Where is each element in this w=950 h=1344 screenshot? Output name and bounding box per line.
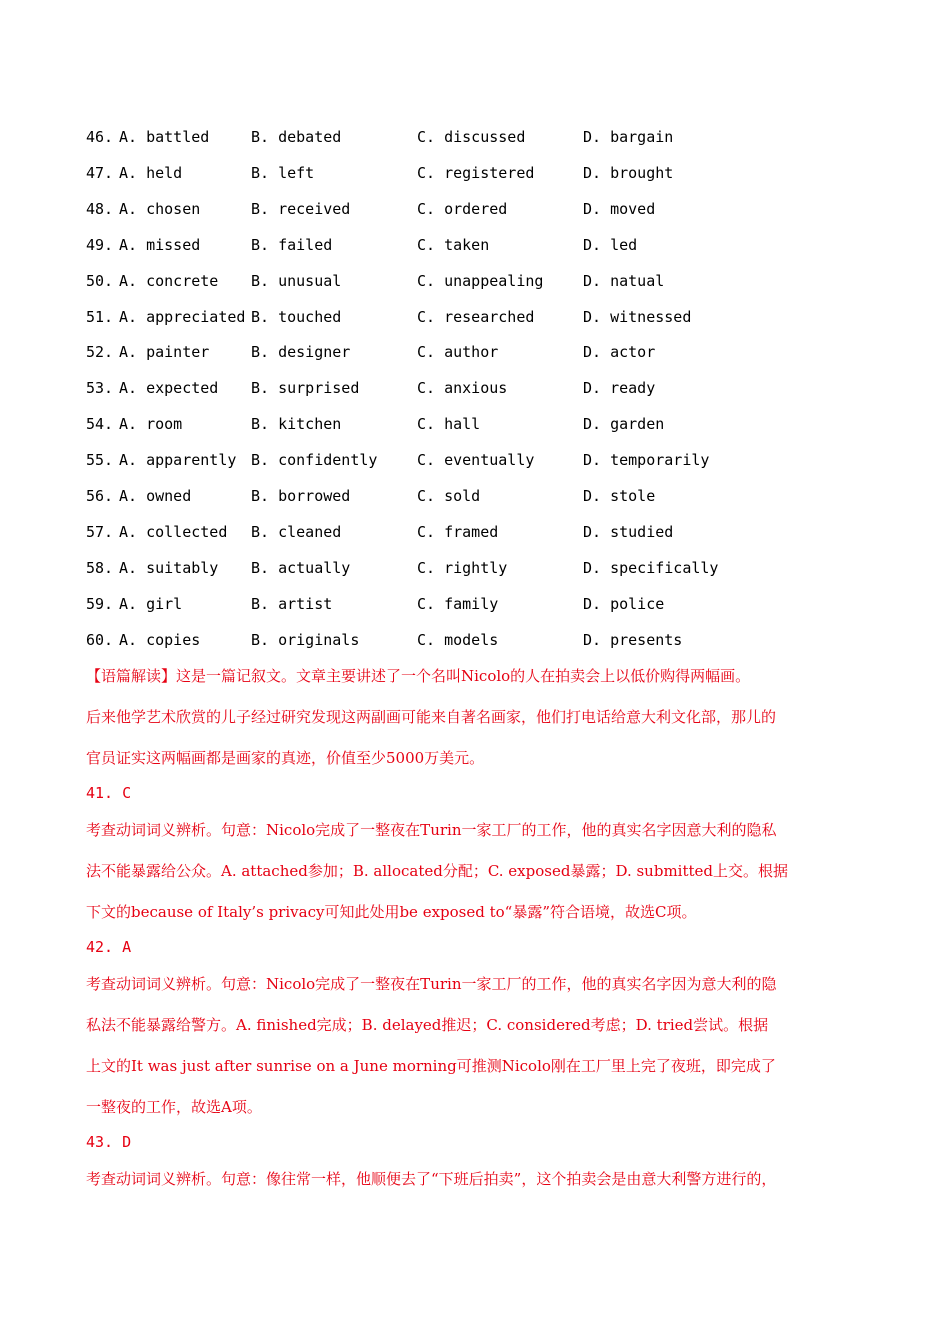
analysis-intro-line-1: 【语篇解读】这是一篇记叙文。文章主要讲述了一个名叫Nicolo的人在拍卖会上以低价购得两幅画。	[86, 667, 751, 685]
option-d: D. actor	[583, 343, 656, 362]
option-b: B. debated	[251, 128, 342, 146]
option-c: C. author	[417, 343, 499, 362]
question-row	[0, 559, 950, 595]
option-b: B. touched	[251, 307, 342, 326]
option-d: D. police	[583, 594, 665, 613]
explanation-41-line-3: 下文的because of Italy’s privacy可知此处用be exposed to“暴露”符合语境，故选C项。	[86, 903, 697, 921]
option-b: B. cleaned	[251, 522, 342, 541]
question-number: 60.	[86, 630, 114, 649]
option-c: C. anxious	[417, 379, 508, 398]
question-number: 51.	[86, 307, 114, 326]
option-a: A. held	[119, 163, 183, 182]
option-b: B. surprised	[251, 379, 360, 398]
question-number: 57.	[86, 522, 114, 541]
explanation-42-line-2: 私法不能暴露给警方。A. finished完成；B. delayed推迟；C. considered考虑；D. tried尝试。根据	[86, 1016, 769, 1034]
explanation-42-line-4: 一整夜的工作，故选A项。	[86, 1098, 262, 1116]
option-a: A. girl	[119, 594, 183, 613]
question-row	[0, 595, 950, 631]
question-number: 47.	[86, 163, 114, 182]
question-number: 48.	[86, 199, 114, 218]
option-a: A. appreciated	[119, 307, 246, 326]
option-b: B. borrowed	[251, 487, 351, 505]
question-row	[0, 200, 950, 236]
question-row	[0, 128, 950, 164]
answer-42: 42. A	[86, 938, 132, 956]
option-c: C. eventually	[417, 451, 535, 470]
option-d: D. witnessed	[583, 307, 692, 326]
question-number: 50.	[86, 271, 114, 290]
explanation-41-line-2: 法不能暴露给公众。A. attached参加；B. allocated分配；C. exposed暴露；D. submitted上交。根据	[86, 862, 788, 880]
explanation-41-line-1: 考查动词词义辨析。句意：Nicolo完成了一整夜在Turin一家工厂的工作，他的真实名字因意大利的隐私	[86, 821, 777, 839]
option-b: B. originals	[251, 630, 360, 649]
question-row	[0, 631, 950, 667]
question-number: 56.	[86, 487, 114, 505]
option-b: B. artist	[251, 594, 333, 613]
option-d: D. garden	[583, 415, 665, 434]
option-c: C. registered	[417, 163, 535, 182]
question-row	[0, 415, 950, 451]
question-row	[0, 379, 950, 415]
option-b: B. received	[251, 199, 351, 218]
option-c: C. sold	[417, 487, 481, 505]
option-d: D. stole	[583, 487, 656, 505]
option-d: D. led	[583, 235, 638, 254]
explanation-43-line-1: 考查动词词义辨析。句意：像往常一样，他顺便去了“下班后拍卖”，这个拍卖会是由意大利警方进行的，	[86, 1170, 777, 1188]
option-a: A. suitably	[119, 558, 219, 577]
analysis-intro-line-2: 后来他学艺术欣赏的儿子经过研究发现这两副画可能来自著名画家，他们打电话给意大利文化部，那儿的	[86, 708, 777, 726]
option-c: C. family	[417, 594, 499, 613]
question-number: 59.	[86, 594, 114, 613]
answer-41: 41. C	[86, 784, 132, 802]
question-number: 54.	[86, 415, 114, 434]
explanation-42-line-3: 上文的It was just after sunrise on a June morning可推测Nicolo刚在工厂里上完了夜班，即完成了	[86, 1057, 776, 1075]
question-number: 53.	[86, 379, 114, 398]
question-number: 58.	[86, 558, 114, 577]
analysis-intro-line-3: 官员证实这两幅画都是画家的真迹，价值至少5000万美元。	[86, 749, 485, 767]
question-row	[0, 343, 950, 379]
question-row	[0, 236, 950, 272]
question-number: 52.	[86, 343, 114, 362]
question-row	[0, 272, 950, 308]
explanation-42-line-1: 考查动词词义辨析。句意：Nicolo完成了一整夜在Turin一家工厂的工作，他的真实名字因为意大利的隐	[86, 975, 777, 993]
option-a: A. room	[119, 415, 183, 434]
option-c: C. models	[417, 630, 499, 649]
option-a: A. collected	[119, 522, 228, 541]
option-d: D. brought	[583, 163, 674, 182]
option-c: C. discussed	[417, 128, 526, 146]
option-d: D. studied	[583, 522, 674, 541]
option-a: A. apparently	[119, 451, 237, 470]
option-a: A. painter	[119, 343, 210, 362]
option-d: D. moved	[583, 199, 656, 218]
option-c: C. unappealing	[417, 271, 544, 290]
question-number: 49.	[86, 235, 114, 254]
option-a: A. expected	[119, 379, 219, 398]
option-d: D. temporarily	[583, 451, 710, 470]
option-c: C. ordered	[417, 199, 508, 218]
option-b: B. actually	[251, 558, 351, 577]
answer-43: 43. D	[86, 1133, 132, 1151]
option-c: C. hall	[417, 415, 481, 434]
option-b: B. designer	[251, 343, 351, 362]
option-b: B. left	[251, 163, 315, 182]
option-d: D. specifically	[583, 558, 719, 577]
question-number: 46.	[86, 128, 114, 146]
option-b: B. unusual	[251, 271, 342, 290]
option-d: D. ready	[583, 379, 656, 398]
option-a: A. owned	[119, 487, 192, 505]
question-row	[0, 487, 950, 523]
option-d: D. presents	[583, 630, 683, 649]
option-d: D. bargain	[583, 128, 674, 146]
question-row	[0, 164, 950, 200]
question-row	[0, 308, 950, 344]
question-row	[0, 523, 950, 559]
option-a: A. battled	[119, 128, 210, 146]
option-b: B. failed	[251, 235, 333, 254]
option-b: B. confidently	[251, 451, 378, 470]
option-c: C. researched	[417, 307, 535, 326]
option-b: B. kitchen	[251, 415, 342, 434]
option-c: C. framed	[417, 522, 499, 541]
question-row	[0, 451, 950, 487]
option-c: C. taken	[417, 235, 490, 254]
option-a: A. copies	[119, 630, 201, 649]
option-d: D. natual	[583, 271, 665, 290]
option-a: A. chosen	[119, 199, 201, 218]
option-a: A. concrete	[119, 271, 219, 290]
option-a: A. missed	[119, 235, 201, 254]
question-number: 55.	[86, 451, 114, 470]
option-c: C. rightly	[417, 558, 508, 577]
